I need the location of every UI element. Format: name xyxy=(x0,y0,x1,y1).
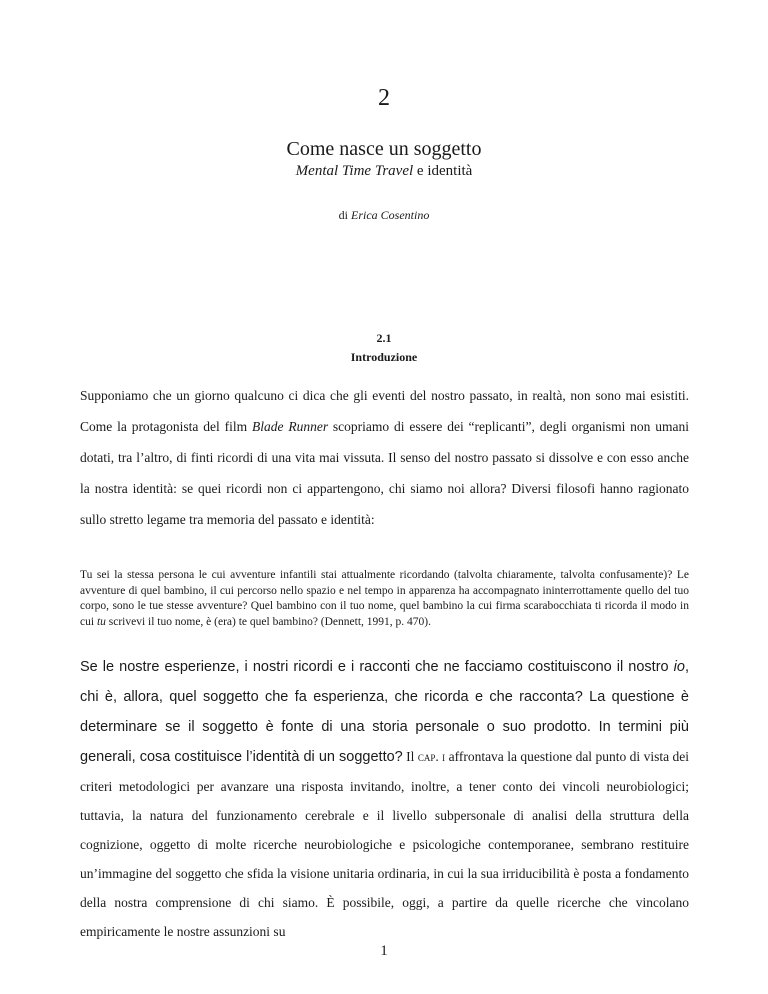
quote-text-b: scrivevi il tuo nome, è (era) te quel bambino? (Dennett, 1991, p. 470). xyxy=(105,615,431,628)
section-title: Introduzione xyxy=(350,350,418,364)
author-byline xyxy=(0,207,768,223)
second-text-serif-b: affrontava la questione dal punto di vista dei criteri metodologici per avanzare una risposta invitando, inoltre, a tener conto dei vincoli neurobiologici; tuttavia, la natura del funzionamento cerebrale e il livello subpersonale di analisi della struttura della cognizione, oggetto di molte ricerche neurobiologiche e psicologiche contemporanee, sembrano restituire un’immagine del soggetto che sfida la visione unitaria ordinaria, in cui la sua irriducibilità è posta a fondamento della nostra comprensione di chi siamo. È possibile, oggi, a partire da quelle ricerche che vincolano empiricamente le nostre assunzioni su xyxy=(80,749,690,939)
film-title: Blade Runner xyxy=(251,419,329,434)
subtitle-rest: e identità xyxy=(413,163,473,179)
chapter-reference: cap. i xyxy=(417,749,446,764)
intro-text-b: scopriamo di essere dei “replicanti”, degli organismi non umani dotati, tra l’altro, di finti ricordi di una vita mai vissuta. Il senso del nostro passato si dissolve e con esso anche la nostra identità: se quei ricordi non ci appartengono, chi siamo noi allora? Diversi filosofi hanno ragionato sullo stretto legame tra memoria del passato e identità: xyxy=(80,419,690,527)
quote-text-a: Tu sei la stessa persona le cui avventure infantili stai attualmente ricordando (talvolta chiaramente, talvolta confusamente)? Le avventure di quel bambino, il cui percorso nello spazio e nel tempo in apparenza ha accompagnato ininterrottamente quello del tuo corpo, sono le tue stesse avventure? Quel bambino con il tuo nome, quel bambino la cui firma scarabocchiata ti ricorda il modo in cui xyxy=(80,569,689,628)
second-text-sans-b: , chi è, allora, quel soggetto che fa esperienza, che ricorda e che racconta? La questione è determinare se il soggetto è fonte di una storia personale o suo prodotto. In termini più generali, cosa costituisce l’identità di un soggetto? xyxy=(80,659,689,765)
block-quote xyxy=(80,568,689,630)
chapter-number: 2 xyxy=(378,85,390,111)
intro-text-a: Supponiamo che un giorno qualcuno ci dica che gli eventi del nostro passato, in realtà, non sono mai esistiti. Come la protagonista del film xyxy=(80,388,689,434)
quote-emphasis: tu xyxy=(96,615,106,628)
second-text-sans-a: Se le nostre esperienze, i nostri ricordi e i racconti che ne facciamo costituiscono il nostro xyxy=(80,659,674,675)
chapter-title: Come nasce un soggetto xyxy=(286,138,482,160)
byline-prefix: di xyxy=(338,208,351,222)
chapter-subtitle xyxy=(0,161,768,181)
second-text-serif-a: Il xyxy=(402,749,418,764)
section-number: 2.1 xyxy=(376,331,392,345)
subtitle-italic: Mental Time Travel xyxy=(295,163,414,179)
second-paragraph xyxy=(80,652,689,946)
page-number: 1 xyxy=(380,943,388,959)
io-emphasis: io xyxy=(673,659,685,675)
intro-paragraph xyxy=(80,380,689,535)
author-name: Erica Cosentino xyxy=(351,208,430,222)
